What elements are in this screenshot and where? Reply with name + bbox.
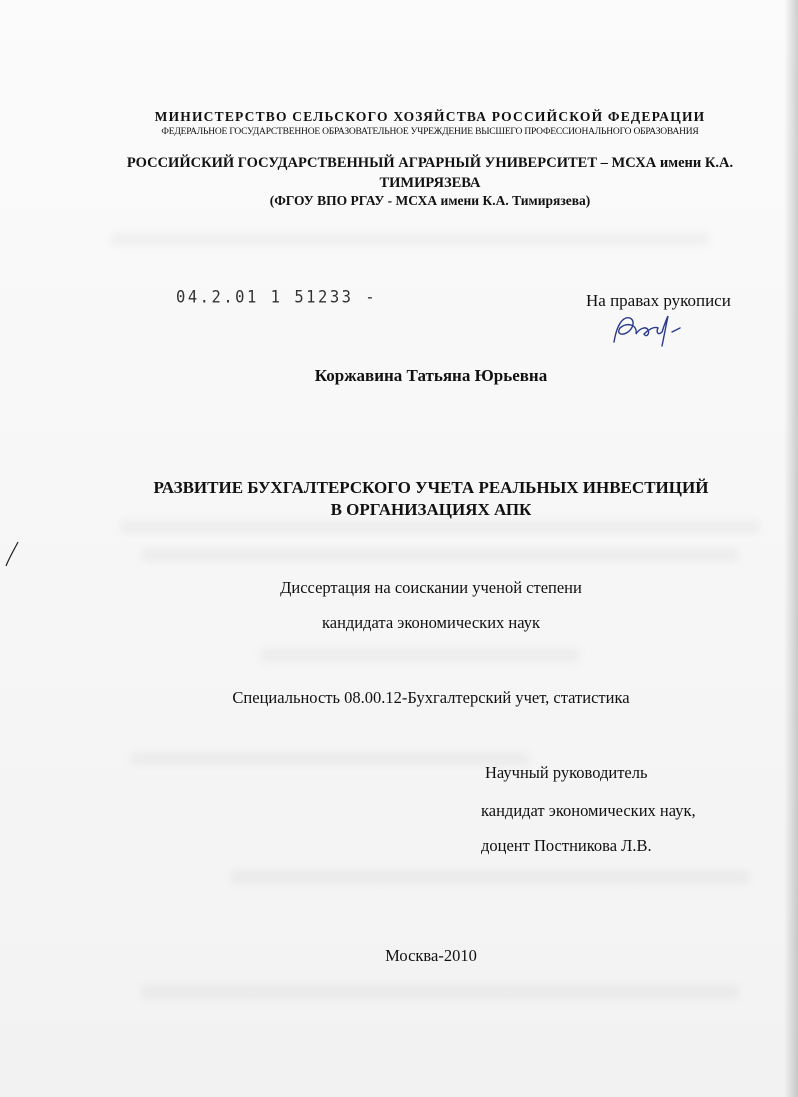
bleed-through (110, 232, 710, 246)
specialty-line: Специальность 08.00.12-Бухгалтерский учет, статистика (232, 688, 630, 707)
federal-institution-line: ФЕДЕРАЛЬНОЕ ГОСУДАРСТВЕННОЕ ОБРАЗОВАТЕЛЬНОЕ УЧРЕЖДЕНИЕ ВЫСШЕГО ПРОФЕССИОНАЛЬНОГО ОБРАЗОВАНИЯ (161, 127, 699, 137)
university-name-line1: РОССИЙСКИЙ ГОСУДАРСТВЕННЫЙ АГРАРНЫЙ УНИВЕРСИТЕТ – МСХА имени К.А. (126, 155, 734, 171)
university-abbreviation: (ФГОУ ВПО РГАУ - МСХА имени К.А. Тимирязева) (269, 193, 591, 208)
bleed-through (230, 870, 750, 884)
manuscript-rights-label: На правах рукописи (586, 291, 731, 310)
thesis-title-line2: В ОРГАНИЗАЦИЯХ АПК (330, 500, 532, 519)
bleed-through (120, 520, 760, 534)
margin-pen-mark (4, 540, 24, 570)
handwritten-signature (606, 312, 696, 352)
city-year: Москва-2010 (385, 946, 477, 965)
bleed-through (140, 548, 740, 562)
scan-edge-shadow (784, 0, 798, 1097)
thesis-title-line1: РАЗВИТИЕ БУХГАЛТЕРСКОГО УЧЕТА РЕАЛЬНЫХ ИНВЕСТИЦИЙ (153, 478, 709, 497)
dissertation-type: Диссертация на соискании ученой степени (280, 578, 582, 597)
dissertation-degree: кандидата экономических наук (321, 613, 540, 632)
supervisor-label: Научный руководитель (485, 763, 648, 782)
library-stamp-code: 04.2.01 1 51233 - (176, 287, 378, 307)
bleed-through (260, 648, 580, 662)
ministry-heading: МИНИСТЕРСТВО СЕЛЬСКОГО ХОЗЯЙСТВА РОССИЙСКОЙ ФЕДЕРАЦИИ (154, 109, 706, 124)
bleed-through (130, 752, 530, 766)
supervisor-degree: кандидат экономических наук, (481, 801, 696, 820)
supervisor-name: доцент Постникова Л.В. (481, 836, 652, 855)
bleed-through (140, 985, 740, 999)
author-name: Коржавина Татьяна Юрьевна (314, 366, 548, 385)
university-name-line2: ТИМИРЯЗЕВА (379, 175, 481, 191)
